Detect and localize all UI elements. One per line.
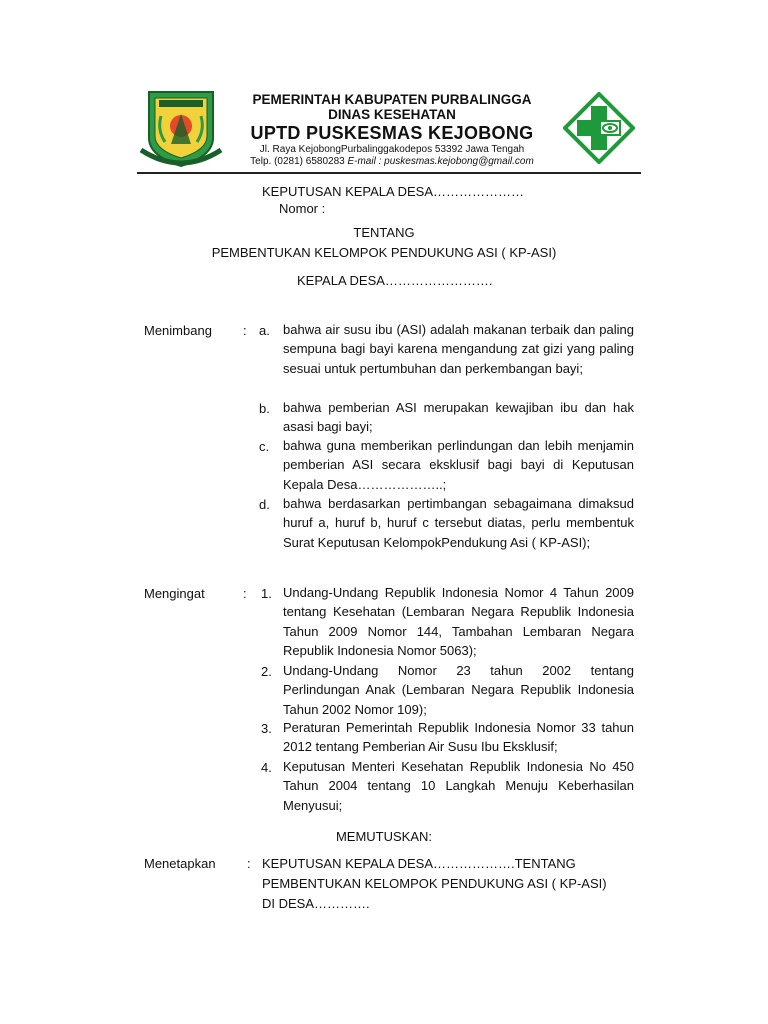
menimbang-mark-d: d. (259, 497, 270, 512)
letterhead-email: E-mail : puskesmas.kejobong@gmail.com (347, 156, 534, 167)
menimbang-item-b: bahwa pemberian ASI merupakan kewajiban ibu dan hak asasi bagi bayi; (283, 400, 634, 435)
menimbang-colon: : (243, 323, 247, 338)
decree-title: KEPUTUSAN KEPALA DESA………………… (262, 184, 524, 199)
menimbang-mark-b: b. (259, 401, 270, 416)
menetapkan-line-2: PEMBENTUKAN KELOMPOK PENDUKUNG ASI ( KP-ASI) (262, 876, 607, 891)
letterhead-unit: UPTD PUSKESMAS KEJOBONG (250, 123, 534, 143)
mengingat-item-4: Keputusan Menteri Kesehatan Republik Indonesia No 450 Tahun 2004 tentang 10 Langkah Menuju Keberhasilan Menyusui; (283, 759, 634, 813)
mengingat-item-3: Peraturan Pemerintah Republik Indonesia Nomor 33 tahun 2012 tentang Pemberian Air Susu Ibu Eksklusif; (283, 720, 634, 755)
menimbang-label: Menimbang (144, 323, 212, 338)
mengingat-mark-4: 4. (261, 760, 272, 775)
letterhead-divider (137, 172, 641, 174)
menimbang-mark-a: a. (259, 323, 270, 338)
menetapkan-label: Menetapkan (144, 856, 216, 871)
about-heading: TENTANG (353, 225, 415, 240)
letterhead-phone: Telp. (0281) 6580283 (250, 156, 348, 167)
decides-heading: MEMUTUSKAN: (335, 829, 433, 844)
letterhead-agency: DINAS KESEHATAN (328, 107, 456, 122)
regency-crest-logo (137, 86, 225, 170)
letterhead-government: PEMERINTAH KABUPATEN PURBALINGGA (252, 92, 532, 107)
letterhead (226, 92, 558, 168)
menimbang-item-a: bahwa air susu ibu (ASI) adalah makanan terbaik dan paling sempuna bagi bayi karena mengandung zat gizi yang paling sesuai untuk pertumbuhan dan perkembangan bayi; (283, 322, 634, 376)
decree-authority: KEPALA DESA……………………. (297, 273, 493, 288)
decree-number: Nomor : (279, 201, 326, 216)
mengingat-label: Mengingat (144, 586, 205, 601)
letterhead-address: Jl. Raya KejobongPurbalinggakodepos 53392 Jawa Tengah (259, 144, 525, 155)
letterhead-contact (226, 156, 558, 168)
menimbang-mark-c: c. (259, 439, 270, 454)
mengingat-colon: : (243, 586, 247, 601)
decree-subject: PEMBENTUKAN KELOMPOK PENDUKUNG ASI ( KP-ASI) (211, 245, 557, 260)
menetapkan-line-1: KEPUTUSAN KEPALA DESA……………….TENTANG (262, 856, 576, 871)
menetapkan-colon: : (247, 856, 251, 871)
mengingat-item-2: Undang-Undang Nomor 23 tahun 2002 tentang Perlindungan Anak (Lembaran Negara Republik Indonesia Tahun 2002 Nomor 109); (283, 663, 634, 717)
mengingat-item-1: Undang-Undang Republik Indonesia Nomor 4 Tahun 2009 tentang Kesehatan (Lembaran Negara Republik Indonesia Tahun 2009 Nomor 144, Tambahan Lembaran Negara Republik Indonesia Nomor 5063); (283, 585, 634, 658)
menetapkan-line-3: DI DESA…………. (262, 896, 370, 911)
menimbang-item-c: bahwa guna memberikan perlindungan dan lebih menjamin pemberian ASI secara eksklusif bagi bayi di Keputusan Kepala Desa………………..; (283, 438, 634, 492)
menimbang-item-d: bahwa berdasarkan pertimbangan sebagaimana dimaksud huruf a, huruf b, huruf c tersebut diatas, perlu membentuk Surat Keputusan KelompokPendukung Asi ( KP-ASI); (283, 496, 634, 550)
puskesmas-cross-logo (563, 92, 635, 164)
mengingat-mark-3: 3. (261, 721, 272, 736)
mengingat-mark-2: 2. (261, 664, 272, 679)
mengingat-mark-1: 1. (261, 586, 272, 601)
